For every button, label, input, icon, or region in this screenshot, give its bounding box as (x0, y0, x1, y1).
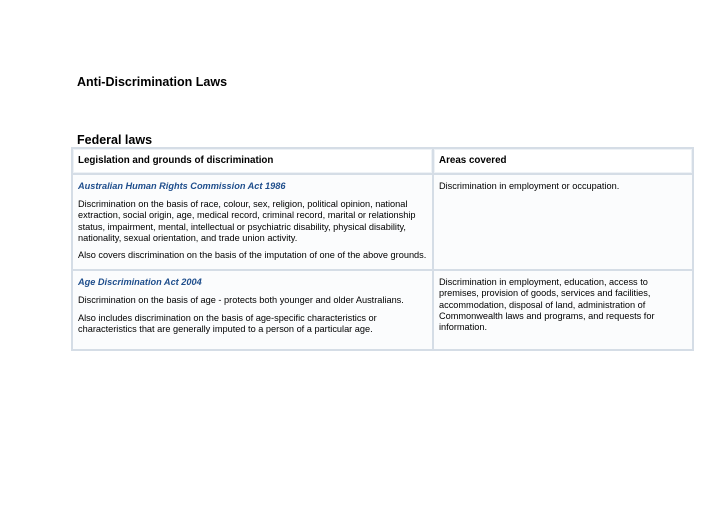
grounds-note: Also includes discrimination on the basis of age-specific characteristics or characteristics that are generally imputed to a person of a particular age. (78, 312, 377, 334)
grounds-text: Discrimination on the basis of age - protects both younger and older Australians. (78, 295, 404, 306)
act-name: Age Discrimination Act 2004 (78, 277, 202, 288)
grounds-note: Also covers discrimination on the basis of the imputation of one of the above grounds. (78, 250, 427, 261)
areas-text: Discrimination in employment or occupation. (439, 181, 620, 191)
grounds-text: Discrimination on the basis of race, colour, sex, religion, political opinion, national extraction, social origin, age, medical record, criminal record, marital or relationship status, impairment, mental, intellectual or psychiatric disability, physical disability, nationality, sexual orientation, and trade union activity. (78, 199, 416, 243)
areas-cell (433, 174, 693, 270)
table-header-row (72, 148, 693, 174)
table-row (72, 270, 693, 350)
page-title: Anti-Discrimination Laws (77, 75, 228, 89)
legislation-cell (72, 270, 433, 350)
header-areas-covered: Areas covered (433, 148, 693, 174)
header-legislation: Legislation and grounds of discrimination (72, 148, 433, 174)
legislation-cell (72, 174, 433, 270)
areas-text: Discrimination in employment, education, access to premises, provision of goods, services and facilities, accommodation, disposal of land, administration of Commonwealth laws and programs, and requests for information. (439, 277, 655, 333)
act-name: Australian Human Rights Commission Act 1986 (78, 181, 286, 191)
areas-cell (433, 270, 693, 350)
table-row (72, 174, 693, 270)
laws-table (71, 147, 694, 351)
section-title: Federal laws (77, 133, 153, 147)
